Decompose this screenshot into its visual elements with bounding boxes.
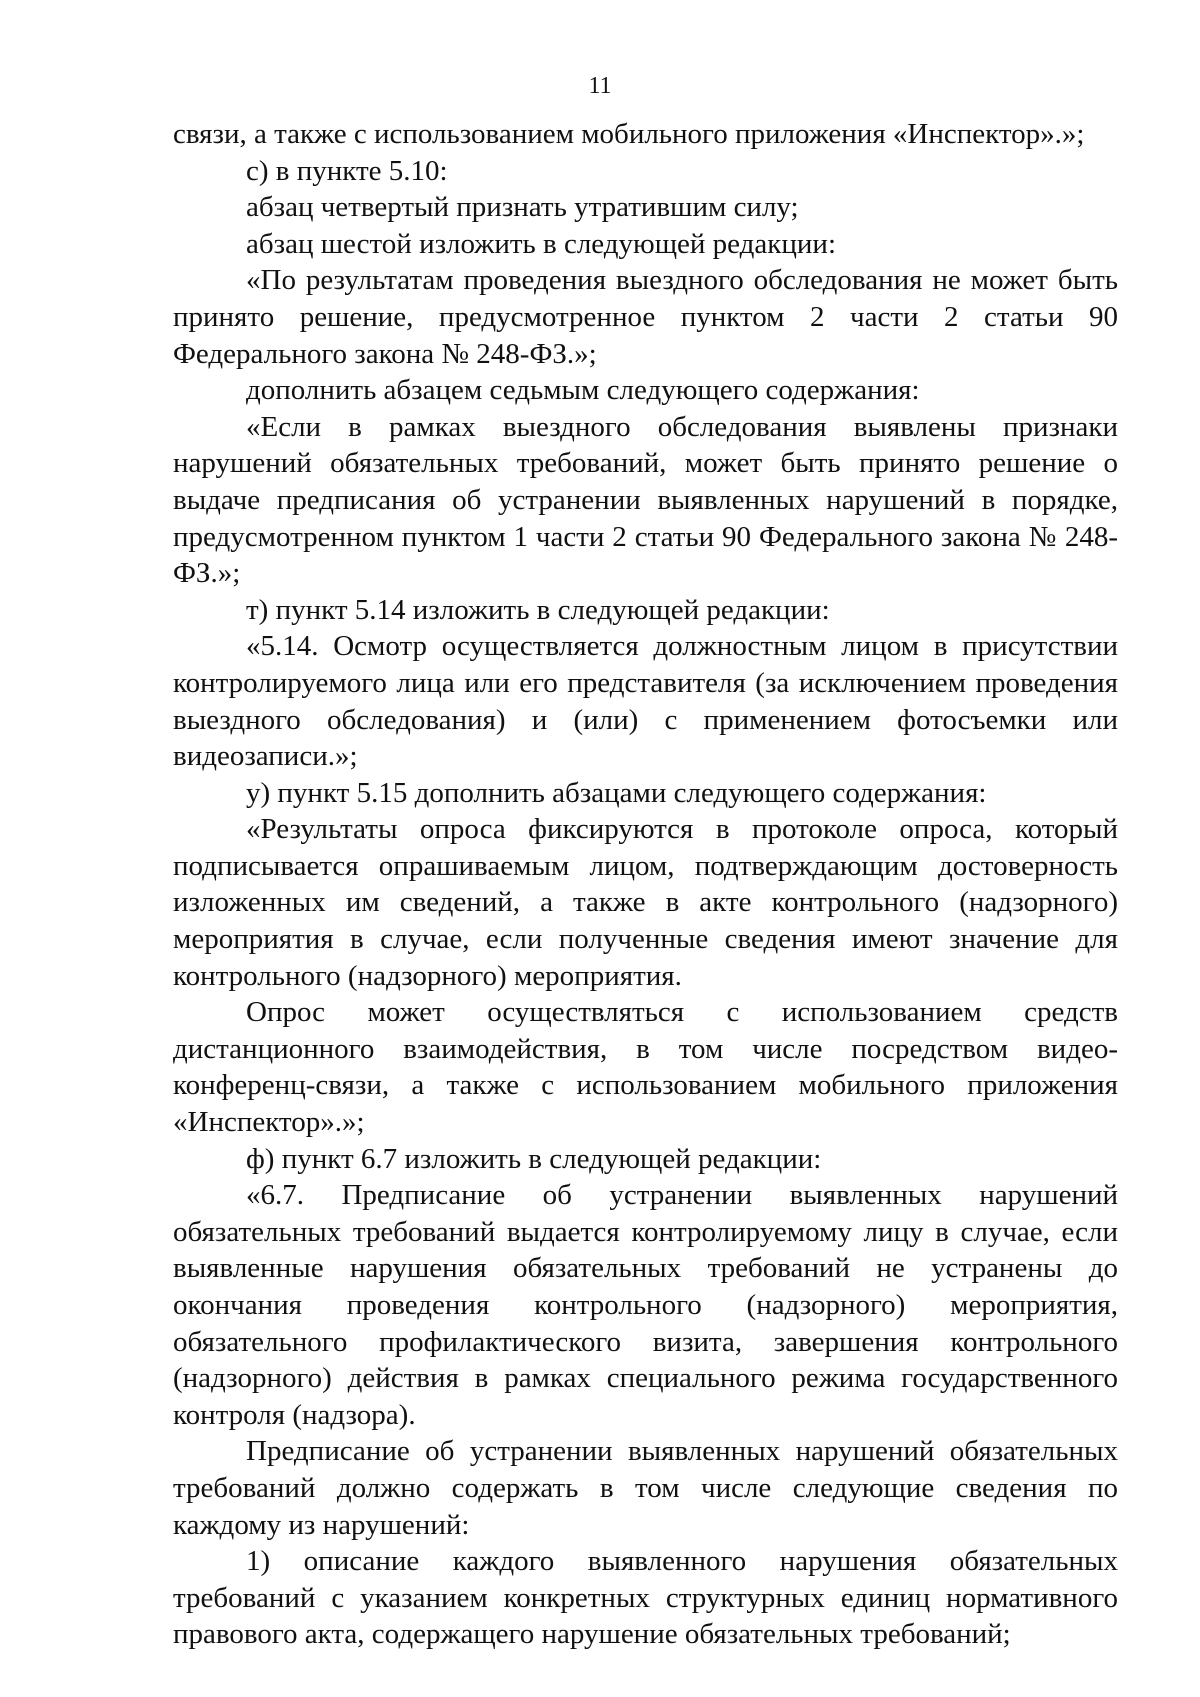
paragraph: дополнить абзацем седьмым следующего содержания: <box>246 374 920 407</box>
paragraph: 1) описание каждого выявленного нарушения обязательных требований с указанием конкретных структурных единиц нормативного правового акта, содержащего нарушение обязательных требований; <box>173 1545 1118 1651</box>
page-number: 11 <box>588 73 612 99</box>
paragraph: связи, а также с использованием мобильного приложения «Инспектор».»; <box>173 118 1085 150</box>
paragraph: у) пункт 5.15 дополнить абзацами следующего содержания: <box>246 776 987 809</box>
paragraph: Опрос может осуществляться с использованием средств дистанционного взаимодействия, в том числе посредством видео-конференц-связи, а также с использованием мобильного приложения «Инспектор».»; <box>173 996 1118 1139</box>
paragraph: «Если в рамках выездного обследования выявлены признаки нарушений обязательных требований, может быть принято решение о выдаче предписания об устранении выявленных нарушений в порядке, предусмотренном пунктом 1 части 2 статьи 90 Федерального закона № 248-ФЗ.»; <box>173 410 1118 590</box>
paragraph: «5.14. Осмотр осуществляется должностным лицом в присутствии контролируемого лица или его представителя (за исключением проведения выездного обследования) и (или) с применением фотосъемки или видеозаписи.»; <box>173 630 1118 773</box>
paragraph: «6.7. Предписание об устранении выявленных нарушений обязательных требований выдается контролируемому лицу в случае, если выявленные нарушения обязательных требований не устранены до окончания проведения контрольного (надзорного) мероприятия, обязательного профилактического визита, завершения контрольного (надзорного) действия в рамках специального режима государственного контроля (надзора). <box>173 1179 1118 1431</box>
paragraph: «По результатам проведения выездного обследования не может быть принято решение, предусмотренное пунктом 2 части 2 статьи 90 Федерального закона № 248-ФЗ.»; <box>173 264 1118 370</box>
paragraph: т) пункт 5.14 изложить в следующей редакции: <box>246 593 830 626</box>
paragraph: Предписание об устранении выявленных нарушений обязательных требований должно содержать в том числе следующие сведения по каждому из нарушений: <box>173 1435 1118 1541</box>
document-body <box>173 116 1118 1653</box>
paragraph: абзац шестой изложить в следующей редакции: <box>246 227 836 260</box>
paragraph: абзац четвертый признать утратившим силу; <box>246 191 799 224</box>
paragraph: с) в пункте 5.10: <box>246 154 448 187</box>
paragraph: «Результаты опроса фиксируются в протоколе опроса, который подписывается опрашиваемым лицом, подтверждающим достоверность изложенных им сведений, а также в акте контрольного (надзорного) мероприятия в случае, если полученные сведения имеют значение для контрольного (надзорного) мероприятия. <box>173 813 1118 992</box>
paragraph: ф) пункт 6.7 изложить в следующей редакции: <box>246 1142 822 1175</box>
